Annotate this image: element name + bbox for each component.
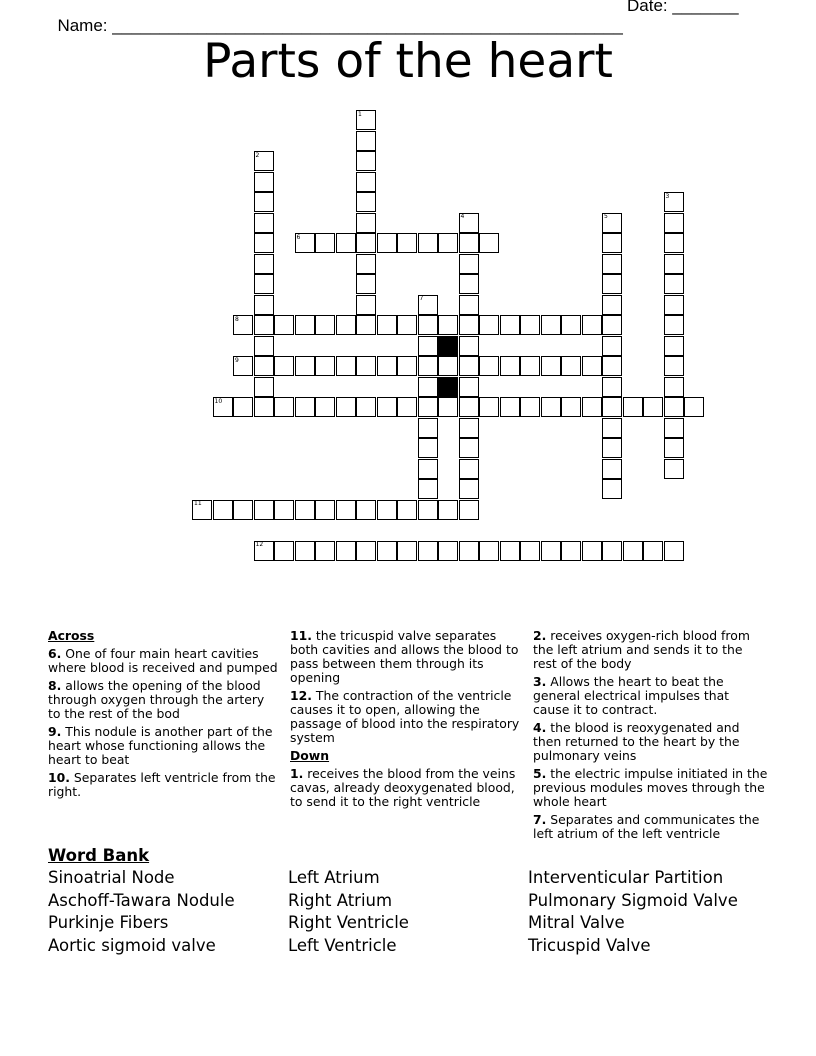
clue-number-label: 12: [255, 541, 264, 548]
word-bank-item: Aschoff-Tawara Nodule: [48, 890, 235, 910]
word-bank-item: Right Atrium: [288, 890, 393, 910]
crossword-cell[interactable]: [315, 541, 335, 561]
crossword-cell[interactable]: [356, 295, 376, 315]
clue-number-label: 1: [358, 110, 362, 118]
word-bank-item: Purkinje Fibers: [48, 913, 169, 933]
clue-text: the electric impulse initiated in the previous modules moves through the whole heart: [533, 766, 768, 809]
clue-across-10: [48, 771, 280, 799]
clue-number: 6.: [48, 646, 62, 661]
crossword-cell[interactable]: [664, 541, 684, 561]
crossword-cell[interactable]: [459, 254, 479, 274]
crossword-cell[interactable]: [418, 397, 438, 417]
crossword-cell[interactable]: [418, 479, 438, 499]
word-bank-item: Left Ventricle: [288, 936, 397, 956]
crossword-cell[interactable]: [356, 192, 376, 212]
crossword-cell[interactable]: [397, 315, 417, 335]
crossword-cell[interactable]: [561, 541, 581, 561]
crossword-cell[interactable]: [336, 500, 356, 520]
crossword-cell[interactable]: [438, 233, 458, 253]
clue-across-9: [48, 725, 280, 767]
crossword-cell[interactable]: [254, 500, 274, 520]
crossword-cell[interactable]: [356, 131, 376, 151]
word-bank-item: Left Atrium: [288, 868, 380, 887]
crossword-cell[interactable]: [356, 172, 376, 192]
crossword-cell[interactable]: [397, 397, 417, 417]
crossword-cell[interactable]: [602, 377, 622, 397]
crossword-cell[interactable]: [520, 315, 540, 335]
crossword-cell[interactable]: [602, 438, 622, 458]
crossword-cell[interactable]: [623, 397, 643, 417]
clue-number-label: 11: [194, 500, 202, 507]
word-bank-item: Right Ventricle: [288, 913, 409, 933]
word-bank-item: Pulmonary Sigmoid Valve: [528, 890, 738, 910]
clue-number-label: 2: [255, 151, 260, 159]
crossword-cell[interactable]: [336, 397, 356, 417]
clue-text: Separates and communicates the left atrium of the left ventricle: [533, 812, 760, 841]
crossword-cell[interactable]: [520, 356, 540, 376]
crossword-cell[interactable]: [418, 356, 438, 376]
crossword-cell[interactable]: [479, 233, 499, 253]
crossword-cell[interactable]: [377, 233, 397, 253]
clue-number: 10.: [48, 770, 70, 785]
crossword-cell[interactable]: [418, 336, 438, 356]
clue-number-label: 5: [604, 213, 608, 220]
crossword-cell[interactable]: [315, 315, 335, 335]
crossword-cell[interactable]: [397, 541, 417, 561]
crossword-cell[interactable]: [541, 397, 561, 417]
clue-text: Separates left ventricle from the right.: [48, 770, 276, 799]
crossword-cell[interactable]: [254, 172, 274, 192]
crossword-cell[interactable]: [602, 459, 622, 479]
crossword-cell[interactable]: [582, 315, 602, 335]
crossword-cell[interactable]: [582, 356, 602, 376]
crossword-cell[interactable]: [602, 336, 622, 356]
crossword-cell[interactable]: [664, 397, 684, 417]
crossword-cell[interactable]: [254, 377, 274, 397]
crossword-cell[interactable]: [459, 356, 479, 376]
crossword-cell[interactable]: [254, 315, 274, 335]
crossword-cell[interactable]: [602, 479, 622, 499]
crossword-cell[interactable]: [459, 233, 479, 253]
clue-number: 1.: [290, 766, 304, 781]
crossword-cell[interactable]: [438, 541, 458, 561]
crossword-cell[interactable]: [295, 356, 315, 376]
crossword-cell[interactable]: [643, 541, 663, 561]
crossword-cell[interactable]: [664, 315, 684, 335]
crossword-cell[interactable]: [438, 397, 458, 417]
clue-number-label: 9: [235, 356, 239, 364]
clue-text: allows the opening of the blood through oxygen through the artery to the rest of the bod: [48, 678, 265, 721]
crossword-cell[interactable]: [315, 500, 335, 520]
clue-number-label: 3: [665, 192, 670, 200]
crossword-block-cell: [438, 377, 458, 397]
crossword-cell[interactable]: [459, 479, 479, 499]
crossword-cell[interactable]: [500, 397, 520, 417]
crossword-cell[interactable]: [233, 397, 253, 417]
crossword-cell[interactable]: [274, 356, 294, 376]
crossword-cell[interactable]: [602, 418, 622, 438]
clue-number: 9.: [48, 724, 62, 739]
crossword-cell[interactable]: [602, 541, 622, 561]
clue-number: 11.: [290, 628, 312, 643]
crossword-cell[interactable]: [377, 315, 397, 335]
crossword-cell[interactable]: [254, 356, 274, 376]
clue-across-11: [290, 629, 524, 685]
clue-down-5: [533, 767, 768, 809]
clue-number-label: 7: [419, 295, 424, 302]
crossword-cell[interactable]: [295, 315, 315, 335]
crossword-cell[interactable]: [664, 274, 684, 294]
clue-number-label: 6: [296, 233, 301, 241]
clue-down-3: [533, 675, 768, 717]
crossword-cell[interactable]: [541, 315, 561, 335]
crossword-cell[interactable]: [479, 541, 499, 561]
crossword-cell[interactable]: [479, 397, 499, 417]
crossword-cell[interactable]: [459, 336, 479, 356]
clue-number-label: 10: [214, 397, 223, 405]
crossword-cell[interactable]: [397, 500, 417, 520]
word-bank-column-3: [528, 867, 738, 958]
crossword-cell[interactable]: [418, 233, 438, 253]
clue-number-label: 8: [235, 315, 239, 323]
crossword-cell[interactable]: [602, 254, 622, 274]
crossword-cell[interactable]: [356, 254, 376, 274]
word-bank-item: Sinoatrial Node: [48, 868, 175, 887]
clue-text: This nodule is another part of the heart whose functioning allows the heart to beat: [48, 724, 273, 767]
crossword-cell[interactable]: [418, 438, 438, 458]
clue-across-12: [290, 689, 524, 745]
clue-across-8: [48, 679, 280, 721]
crossword-cell[interactable]: [233, 500, 253, 520]
crossword-cell[interactable]: [356, 213, 376, 233]
crossword-cell[interactable]: [459, 397, 479, 417]
word-bank-item: Tricuspid Valve: [528, 936, 651, 956]
crossword-cell[interactable]: [664, 336, 684, 356]
crossword-cell[interactable]: [459, 295, 479, 315]
word-bank-item: Interventicular Partition: [528, 868, 724, 887]
crossword-cell[interactable]: [336, 315, 356, 335]
crossword-cell[interactable]: [377, 500, 397, 520]
date-field-label: Date: _______: [627, 0, 739, 15]
crossword-cell[interactable]: [602, 356, 622, 376]
crossword-cell[interactable]: [418, 500, 438, 520]
crossword-cell[interactable]: [356, 397, 376, 417]
crossword-cell[interactable]: [459, 541, 479, 561]
clue-number: 12.: [290, 688, 312, 703]
page-title: Parts of the heart: [203, 34, 613, 89]
crossword-cell[interactable]: [254, 213, 274, 233]
clue-down-1: [290, 767, 524, 809]
crossword-cell[interactable]: [520, 397, 540, 417]
crossword-cell[interactable]: [582, 541, 602, 561]
word-bank-item: Mitral Valve: [528, 913, 625, 933]
crossword-cell[interactable]: [664, 356, 684, 376]
crossword-cell[interactable]: [315, 397, 335, 417]
crossword-cell[interactable]: [213, 500, 233, 520]
crossword-cell[interactable]: [377, 541, 397, 561]
crossword-cell[interactable]: [356, 274, 376, 294]
crossword-cell[interactable]: [254, 254, 274, 274]
crossword-cell[interactable]: [459, 459, 479, 479]
clue-text: Allows the heart to beat the general electrical impulses that cause it to contract.: [533, 674, 730, 717]
clue-text: the tricuspid valve separates both cavities and allows the blood to pass between them through its opening: [290, 628, 519, 685]
clue-number: 4.: [533, 720, 547, 735]
crossword-cell[interactable]: [541, 541, 561, 561]
crossword-cell[interactable]: [438, 356, 458, 376]
crossword-cell[interactable]: [541, 356, 561, 376]
crossword-cell[interactable]: [561, 315, 581, 335]
crossword-cell[interactable]: [664, 459, 684, 479]
crossword-cell[interactable]: [684, 397, 704, 417]
across-heading: Across: [48, 628, 95, 643]
crossword-cell[interactable]: [418, 377, 438, 397]
crossword-cell[interactable]: [254, 192, 274, 212]
crossword-cell[interactable]: [397, 233, 417, 253]
crossword-cell[interactable]: [623, 541, 643, 561]
crossword-cell[interactable]: [602, 315, 622, 335]
clue-column-2: [290, 629, 524, 813]
crossword-cell[interactable]: [336, 356, 356, 376]
down-heading: Down: [290, 748, 330, 763]
crossword-cell[interactable]: [602, 295, 622, 315]
crossword-cell[interactable]: [254, 397, 274, 417]
crossword-cell[interactable]: [459, 438, 479, 458]
word-bank-column-1: [48, 867, 235, 958]
crossword-cell[interactable]: [459, 274, 479, 294]
clue-number: 2.: [533, 628, 547, 643]
crossword-cell[interactable]: [479, 356, 499, 376]
crossword-cell[interactable]: [459, 377, 479, 397]
crossword-cell[interactable]: [274, 315, 294, 335]
crossword-cell[interactable]: [356, 233, 376, 253]
clue-down-2: [533, 629, 768, 671]
crossword-cell[interactable]: [664, 213, 684, 233]
crossword-cell[interactable]: [315, 233, 335, 253]
crossword-cell[interactable]: [664, 377, 684, 397]
crossword-cell[interactable]: [500, 356, 520, 376]
crossword-cell[interactable]: [459, 315, 479, 335]
crossword-cell[interactable]: [500, 315, 520, 335]
crossword-cell[interactable]: [664, 295, 684, 315]
crossword-cell[interactable]: [274, 541, 294, 561]
crossword-cell[interactable]: [254, 233, 274, 253]
crossword-cell[interactable]: [418, 315, 438, 335]
word-bank-column-2: [288, 867, 409, 958]
clue-number: 8.: [48, 678, 62, 693]
crossword-cell[interactable]: [295, 541, 315, 561]
crossword-cell[interactable]: [295, 397, 315, 417]
crossword-cell[interactable]: [459, 500, 479, 520]
crossword-cell[interactable]: [356, 356, 376, 376]
clue-text: the blood is reoxygenated and then returned to the heart by the pulmonary veins: [533, 720, 740, 763]
clue-number: 7.: [533, 812, 547, 827]
crossword-cell[interactable]: [356, 151, 376, 171]
crossword-cell[interactable]: [459, 418, 479, 438]
clue-number: 5.: [533, 766, 547, 781]
crossword-cell[interactable]: [274, 500, 294, 520]
crossword-cell[interactable]: [254, 274, 274, 294]
clue-text: receives the blood from the veins cavas, already deoxygenated blood, to send it to the right ventricle: [290, 766, 516, 809]
crossword-block-cell: [438, 336, 458, 356]
crossword-cell[interactable]: [315, 356, 335, 376]
clue-column-1: [48, 629, 280, 803]
crossword-cell[interactable]: [664, 254, 684, 274]
crossword-cell[interactable]: [582, 397, 602, 417]
crossword-cell[interactable]: [664, 233, 684, 253]
crossword-cell[interactable]: [336, 541, 356, 561]
clue-number: 3.: [533, 674, 547, 689]
crossword-cell[interactable]: [254, 336, 274, 356]
crossword-cell[interactable]: [377, 397, 397, 417]
crossword-cell[interactable]: [356, 541, 376, 561]
crossword-cell[interactable]: [336, 233, 356, 253]
clue-down-4: [533, 721, 768, 763]
crossword-cell[interactable]: [602, 233, 622, 253]
crossword-cell[interactable]: [295, 500, 315, 520]
crossword-cell[interactable]: [602, 397, 622, 417]
clue-text: One of four main heart cavities where blood is received and pumped: [48, 646, 278, 675]
crossword-cell[interactable]: [418, 541, 438, 561]
clue-number-label: 4: [460, 213, 465, 220]
crossword-cell[interactable]: [438, 315, 458, 335]
clue-down-7: [533, 813, 768, 841]
crossword-cell[interactable]: [397, 356, 417, 376]
name-field-label: Name: ______________________________________________________: [57, 16, 623, 35]
clue-text: The contraction of the ventricle causes it to open, allowing the passage of blood into the respiratory system: [290, 688, 520, 745]
crossword-cell[interactable]: [356, 315, 376, 335]
crossword-cell[interactable]: [561, 397, 581, 417]
word-bank-title: Word Bank: [48, 846, 150, 865]
crossword-cell[interactable]: [418, 418, 438, 438]
crossword-cell[interactable]: [274, 397, 294, 417]
crossword-cell[interactable]: [602, 274, 622, 294]
crossword-cell[interactable]: [479, 315, 499, 335]
crossword-cell[interactable]: [520, 541, 540, 561]
crossword-cell[interactable]: [438, 500, 458, 520]
clue-column-3: [533, 629, 768, 845]
crossword-cell[interactable]: [500, 541, 520, 561]
crossword-cell[interactable]: [643, 397, 663, 417]
clue-across-6: [48, 647, 280, 675]
clue-text: receives oxygen-rich blood from the left atrium and sends it to the rest of the body: [533, 628, 750, 671]
crossword-cell[interactable]: [356, 500, 376, 520]
word-bank-item: Aortic sigmoid valve: [48, 936, 216, 956]
crossword-cell[interactable]: [561, 356, 581, 376]
crossword-cell[interactable]: [664, 438, 684, 458]
crossword-cell[interactable]: [377, 356, 397, 376]
crossword-cell[interactable]: [254, 295, 274, 315]
crossword-cell[interactable]: [664, 418, 684, 438]
crossword-cell[interactable]: [418, 459, 438, 479]
